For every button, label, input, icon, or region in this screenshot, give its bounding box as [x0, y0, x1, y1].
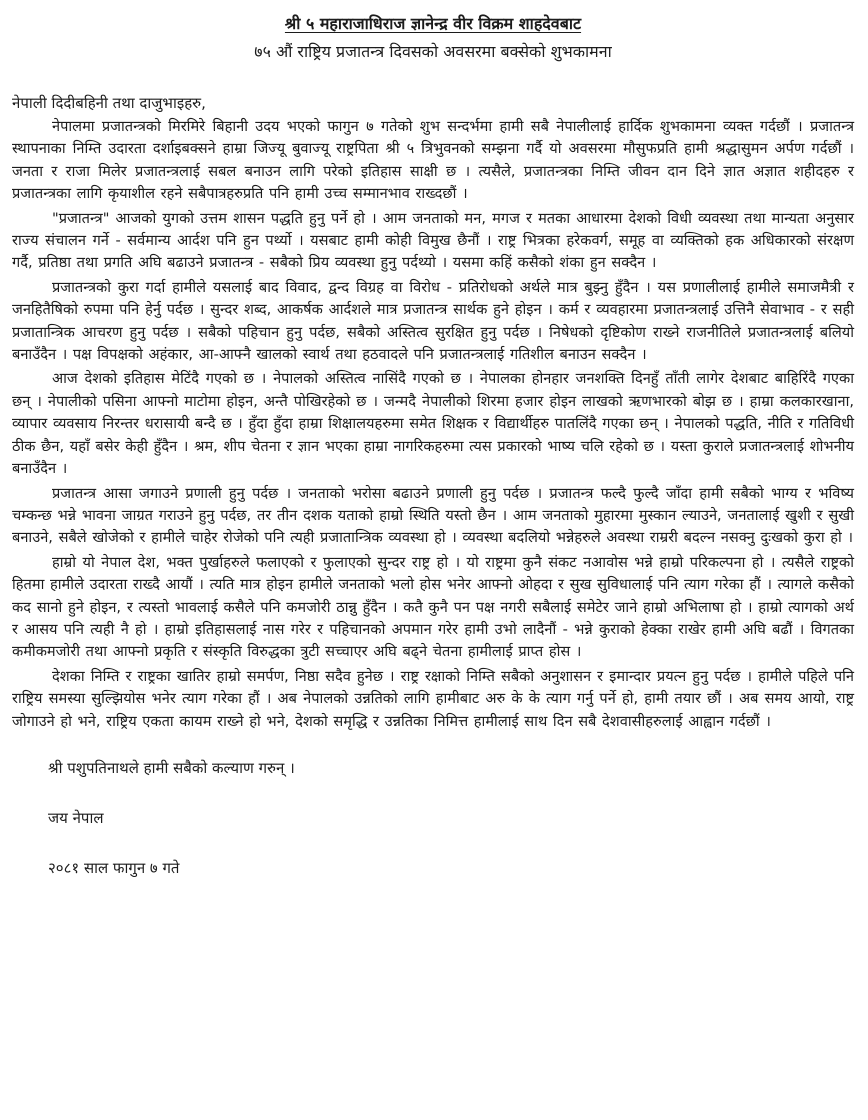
document-subtitle: ७५ औं राष्ट्रिय प्रजातन्त्र दिवसको अवसरमा बक्सेको शुभकामना	[254, 42, 612, 61]
paragraph-1: नेपालमा प्रजातन्त्रको मिरमिरे बिहानी उदय भएको फागुन ७ गतेको शुभ सन्दर्भमा हामी सबै नेपालीलाई हार्दिक शुभकामना व्यक्त गर्दछौं । प्रजातन्त्र स्थापनाका निम्ति उदारता दर्शाइबक्सने हाम्रा जिज्यू बुवाज्यू राष्ट्रपिता श्री ५ त्रिभुवनको सम्झना गर्दै यो अवसरमा मौसुफप्रति हामी श्रद्धासुमन अर्पण गर्दछौं । जनता र राजा मिलेर प्रजातन्त्रलाई सबल बनाउन लागि परेको इतिहास साक्षी छ । त्यसैले, प्रजातन्त्रका निम्ति जीवन दान दिने ज्ञात अज्ञात शहीदहरु र प्रजातन्त्रका लागि कृयाशील रहने सबैपात्रहरुप्रति पनि हामी उच्च सम्मानभाव राख्दछौं ।	[12, 118, 854, 203]
paragraph-7: देशका निम्ति र राष्ट्रका खातिर हाम्रो समर्पण, निष्ठा सदैव हुनेछ । राष्ट्र रक्षाको निम्ति सबैको अनुशासन र इमान्दार प्रयत्न हुनु पर्दछ । हामीले पहिले पनि राष्ट्रिय समस्या सुल्झियोस भनेर त्याग गरेका हौं । अब नेपालको उन्नतिको लागि हामीबाट अरु के के त्याग गर्नु पर्ने हो, हामी तयार छौं । अब समय आयो, राष्ट्र जोगाउने हो भने, राष्ट्रिय एकता कायम राख्ने हो भने, देशको समृद्धि र उन्नतिका निमित्त हामीलाई साथ दिन सबै देशवासीहरुलाई आह्वान गर्दछौं ।	[12, 667, 854, 730]
paragraph-6: हाम्रो यो नेपाल देश, भक्त पुर्खाहरुले फलाएको र फुलाएको सुन्दर राष्ट्र हो । यो राष्ट्रमा कुनै संकट नआवोस भन्ने हाम्रो परिकल्पना हो । त्यसैले राष्ट्रको हितमा हामीले उदारता राख्दै आयौं । त्यति मात्र होइन हामीले जनताको भलो होस भनेर आफ्नो ओहदा र सुख सुविधालाई पनि त्याग गरेका हौं । त्यागले कसैको कद सानो हुने होइन, र त्यस्तो भावलाई कसैले पनि कमजोरी ठान्नु हुँदैन । कतै कुनै पन पक्ष नगरी सबैलाई समेटेर जाने हाम्रो अभिलाषा हो । हाम्रो त्यागको अर्थ र आसय पनि त्यही नै हो । हाम्रो इतिहासलाई नास गरेर र पहिचानको अपमान गरेर हामी उभो लादैनौं - भन्ने कुराको हेक्का राखेर हामी अघि बढौं । विगतका कमीकमजोरी तथा आफ्नो प्रकृति र संस्कृति विरुद्धका त्रुटी सच्चाएर अघि बढ्ने चेतना हामीलाई प्राप्त होस ।	[12, 553, 854, 661]
closing-blessing: श्री पशुपतिनाथले हामी सबैको कल्याण गरुन् ।	[48, 758, 295, 777]
document-title: श्री ५ महाराजाधिराज ज्ञानेन्द्र वीर विक्रम शाहदेवबाट	[284, 14, 582, 33]
salutation: नेपाली दिदीबहिनी तथा दाजुभाइहरु,	[12, 94, 206, 112]
paragraph-5: प्रजातन्त्र आसा जगाउने प्रणाली हुनु पर्दछ । जनताको भरोसा बढाउने प्रणाली हुनु पर्दछ । प्रजातन्त्र फल्दै फुल्दै जाँदा हामी सबैको भाग्य र भविष्य चम्कन्छ भन्ने भावना जाग्रत गराउने हुनु पर्दछ, तर तीन दशक यताको हाम्रो स्थिति यस्तो छैन । आम जनताको मुहारमा मुस्कान ल्याउने, जनतालाई खुशी र सुखी बनाउने, सबैले खोजेको र हामीले चाहेर रोजेको पनि त्यही प्रजातान्त्रिक व्यवस्था हो । व्यवस्था बदलियो भन्नेहरुले अवस्था राम्ररी बदल्न नसक्नु दुःखको कुरा हो ।	[12, 484, 854, 547]
document-date: २०८१ साल फागुन ७ गते	[48, 858, 180, 877]
paragraph-2: "प्रजातन्त्र" आजको युगको उत्तम शासन पद्धति हुनु पर्ने हो । आम जनताको मन, मगज र मतका आधारमा देशको विधी व्यवस्था तथा मान्यता अनुसार राज्य संचालन गर्ने - सर्वमान्य आर्दश पनि हुन पर्थ्यो । यसबाट हामी कोही विमुख छैनौं । राष्ट्र भित्रका हरेकवर्ग, समूह वा व्यक्तिको हक अधिकारको संरक्षण गर्दै, प्रतिष्ठा तथा प्रगति अघि बढाउने प्रजातन्त्र - सबैको प्रिय व्यवस्था हुनु पर्दथ्यो । यसमा कहिं कसैको शंका हुन सक्दैन ।	[12, 209, 854, 272]
paragraph-3: प्रजातन्त्रको कुरा गर्दा हामीले यसलाई बाद विवाद, द्वन्द विग्रह वा विरोध - प्रतिरोधको अर्थले मात्र बुझ्नु हुँदैन । यस प्रणालीलाई हामीले समाजमैत्री र जनहितैषिको रुपमा पनि हेर्नु पर्दछ । सुन्दर शब्द, आकर्षक आर्दशले मात्र प्रजातन्त्र सार्थक हुने होइन । कर्म र व्यवहारमा प्रजातन्त्रलाई उत्तिनै सेवाभाव - र सही प्रजातान्त्रिक आचरण हुनु पर्दछ । सबैको पहिचान हुनु पर्दछ, सबैको अस्तित्व सुरक्षित हुनु पर्दछ । निषेधको दृष्टिकोण राख्ने राजनीतिले प्रजातन्त्रलाई बलियो बनाउँदैन । पक्ष विपक्षको अहंकार, आ-आफ्नै खालको स्वार्थ तथा हठवादले पनि प्रजातन्त्रलाई गतिशील बनाउन सक्दैन ।	[12, 278, 854, 364]
paragraph-4: आज देशको इतिहास मेटिंदै गएको छ । नेपालको अस्तित्व नासिंदै गएको छ । नेपालका होनहार जनशक्ति दिनहुँ ताँती लागेर देशबाट बाहिरिंदै गएका छन् । नेपालीको पसिना आफ्नो माटोमा होइन, अन्तै पोखिरहेको छ । जन्मदै नेपालीको शिरमा हजार होइन लाखको ऋणभारको बोझ छ । हाम्रा कलकारखाना, व्यापार व्यवसाय निरन्तर धरासायी बन्दै छ । हुँदा हुँदा हाम्रा शिक्षालयहरुमा समेत शिक्षक र विद्यार्थीहरु पातलिंदै गएका छन् । नेपालको पद्धति, नीति र गतिविधी ठीक छैन, यहाँ बसेर केही हुँदैन । श्रम, शीप चेतना र ज्ञान भएका हाम्रा नागरिकहरुमा त्यस प्रकारको भाष्य चलि रहेको छ । यस्ता कुराले प्रजातन्त्रलाई शोभनीय बनाउँदैन ।	[12, 370, 854, 478]
jai-nepal: जय नेपाल	[48, 808, 104, 827]
